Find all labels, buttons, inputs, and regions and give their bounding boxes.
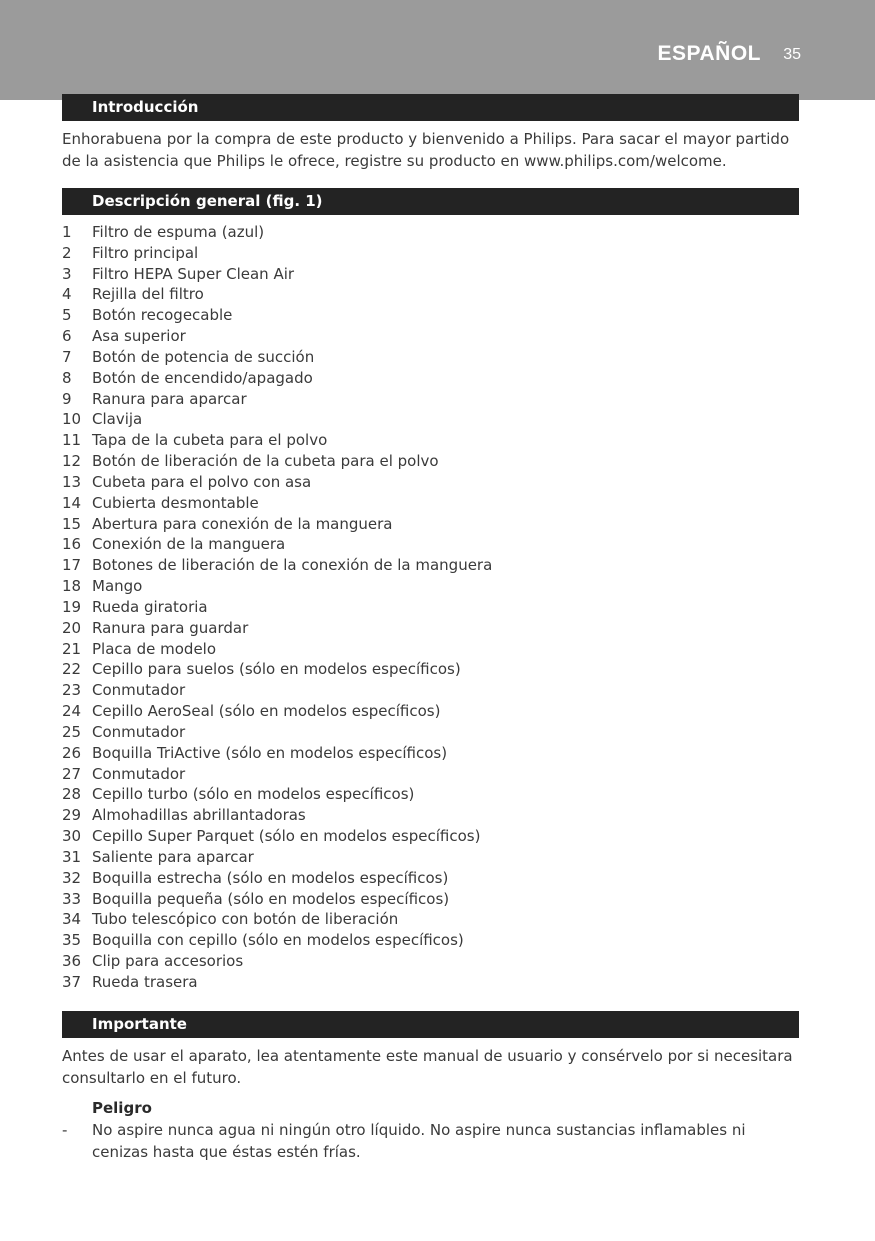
list-item-label: Boquilla con cepillo (sólo en modelos específicos) [92, 931, 464, 950]
list-item-number: 29 [62, 806, 82, 825]
list-item-number: 33 [62, 889, 82, 908]
list-item-number: 7 [62, 347, 72, 366]
list-item-number: 30 [62, 827, 82, 846]
list-item-number: 4 [62, 285, 72, 304]
list-item [62, 868, 492, 889]
section-title-important: Importante [92, 1015, 187, 1033]
list-item-label: Rueda giratoria [92, 597, 208, 616]
list-item [62, 389, 492, 410]
list-item-label: Filtro de espuma (azul) [92, 223, 265, 241]
list-item-number: 28 [62, 785, 82, 804]
list-item [62, 222, 492, 243]
list-item-number: 36 [62, 951, 82, 970]
list-item-label: Tapa de la cubeta para el polvo [92, 431, 328, 450]
list-item-label: Ranura para aparcar [92, 389, 247, 408]
list-item-label: Conmutador [92, 722, 186, 741]
list-item-number: 17 [62, 556, 82, 575]
list-item-number: 18 [62, 577, 82, 596]
list-item [62, 701, 492, 722]
list-item-label: Saliente para aparcar [92, 847, 254, 866]
list-item [62, 972, 492, 993]
list-item [62, 597, 492, 618]
list-item [62, 555, 492, 576]
list-item-number: 1 [62, 223, 72, 241]
list-item-number: 15 [62, 514, 82, 533]
list-item-label: Mango [92, 577, 143, 596]
list-item-label: Placa de modelo [92, 639, 217, 658]
list-item-number: 22 [62, 660, 82, 679]
intro-paragraph: Enhorabuena por la compra de este producto y bienvenido a Philips. Para sacar el mayor partido de la asistencia que Philips le ofrece, registre su producto en www.philips.com/welcome. [62, 130, 790, 170]
list-item-label: Cepillo AeroSeal (sólo en modelos específicos) [92, 702, 441, 721]
list-item-number: 5 [62, 306, 72, 325]
list-item-number: 12 [62, 452, 82, 471]
list-item-number: 13 [62, 472, 82, 491]
section-header-intro [62, 94, 799, 121]
list-item-label: Rueda trasera [92, 972, 198, 991]
list-item [62, 368, 492, 389]
bullet-dash: - [62, 1121, 68, 1139]
list-item-label: Botón de liberación de la cubeta para el polvo [92, 452, 439, 471]
list-item-label: Conexión de la manguera [92, 535, 286, 554]
language-label: ESPAÑOL [657, 42, 761, 65]
list-item-number: 34 [62, 910, 82, 929]
list-item-number: 8 [62, 368, 72, 387]
list-item-number: 20 [62, 618, 82, 637]
list-item-number: 2 [62, 243, 72, 262]
list-item-label: Botones de liberación de la conexión de la manguera [92, 556, 493, 575]
list-item-number: 3 [62, 264, 72, 283]
section-header-important [62, 1011, 799, 1038]
list-item-number: 11 [62, 431, 82, 450]
list-item-number: 27 [62, 764, 82, 783]
list-item-label: Clip para accesorios [92, 951, 244, 970]
section-title-intro: Introducción [92, 98, 199, 116]
danger-subheading: Peligro [92, 1099, 152, 1117]
list-item [62, 493, 492, 514]
list-item [62, 930, 492, 951]
list-item-label: Clavija [92, 410, 143, 429]
list-item-label: Botón recogecable [92, 306, 233, 325]
bullet-text: No aspire nunca agua ni ningún otro líquido. No aspire nunca sustancias inflamables ni cenizas hasta que éstas estén frías. [92, 1121, 746, 1161]
list-item [62, 576, 492, 597]
list-item [62, 409, 492, 430]
list-item [62, 305, 492, 326]
list-item-number: 16 [62, 535, 82, 554]
list-item-label: Botón de potencia de succión [92, 347, 315, 366]
list-item-label: Almohadillas abrillantadoras [92, 806, 306, 825]
list-item-label: Asa superior [92, 327, 186, 346]
list-item-label: Ranura para guardar [92, 618, 249, 637]
list-item [62, 472, 492, 493]
list-item-number: 10 [62, 410, 82, 429]
list-item [62, 639, 492, 660]
parts-list [62, 222, 492, 993]
section-header-overview [62, 188, 799, 215]
list-item [62, 347, 492, 368]
list-item [62, 451, 492, 472]
list-item-label: Abertura para conexión de la manguera [92, 514, 393, 533]
list-item [62, 847, 492, 868]
list-item-label: Botón de encendido/apagado [92, 368, 313, 387]
list-item [62, 951, 492, 972]
section-title-overview: Descripción general (fig. 1) [92, 192, 323, 210]
list-item-number: 25 [62, 722, 82, 741]
list-item-number: 31 [62, 847, 82, 866]
list-item [62, 889, 492, 910]
list-item [62, 618, 492, 639]
list-item [62, 826, 492, 847]
list-item [62, 764, 492, 785]
important-paragraph: Antes de usar el aparato, lea atentamente este manual de usuario y consérvelo por si necesitara consultarlo en el futuro. [62, 1047, 793, 1087]
list-item-label: Boquilla pequeña (sólo en modelos específicos) [92, 889, 450, 908]
list-item-label: Conmutador [92, 764, 186, 783]
list-item [62, 514, 492, 535]
list-item-number: 21 [62, 639, 82, 658]
list-item-label: Cubierta desmontable [92, 493, 259, 512]
list-item-label: Filtro HEPA Super Clean Air [92, 264, 295, 283]
list-item [62, 284, 492, 305]
list-item [62, 659, 492, 680]
list-item-number: 24 [62, 702, 82, 721]
list-item [62, 784, 492, 805]
list-item-number: 37 [62, 972, 82, 991]
list-item [62, 326, 492, 347]
list-item [62, 743, 492, 764]
list-item-number: 19 [62, 597, 82, 616]
list-item-label: Boquilla TriActive (sólo en modelos específicos) [92, 743, 448, 762]
list-item-number: 23 [62, 681, 82, 700]
list-item-number: 32 [62, 868, 82, 887]
list-item-number: 14 [62, 493, 82, 512]
list-item [62, 680, 492, 701]
list-item-label: Rejilla del filtro [92, 285, 204, 304]
list-item-label: Cubeta para el polvo con asa [92, 472, 312, 491]
list-item [62, 534, 492, 555]
list-item-label: Cepillo para suelos (sólo en modelos específicos) [92, 660, 461, 679]
list-item [62, 722, 492, 743]
page-number: 35 [783, 46, 801, 63]
list-item [62, 909, 492, 930]
list-item-label: Filtro principal [92, 243, 199, 262]
list-item-label: Boquilla estrecha (sólo en modelos específicos) [92, 868, 449, 887]
list-item-number: 6 [62, 327, 72, 346]
list-item-number: 26 [62, 743, 82, 762]
list-item-label: Tubo telescópico con botón de liberación [92, 910, 399, 929]
list-item-label: Cepillo turbo (sólo en modelos específicos) [92, 785, 415, 804]
list-item [62, 243, 492, 264]
list-item-number: 9 [62, 389, 72, 408]
list-item [62, 805, 492, 826]
list-item-label: Cepillo Super Parquet (sólo en modelos específicos) [92, 827, 481, 846]
page-header-band [0, 0, 875, 100]
list-item-label: Conmutador [92, 681, 186, 700]
list-item [62, 430, 492, 451]
list-item [62, 264, 492, 285]
list-item-number: 35 [62, 931, 82, 950]
